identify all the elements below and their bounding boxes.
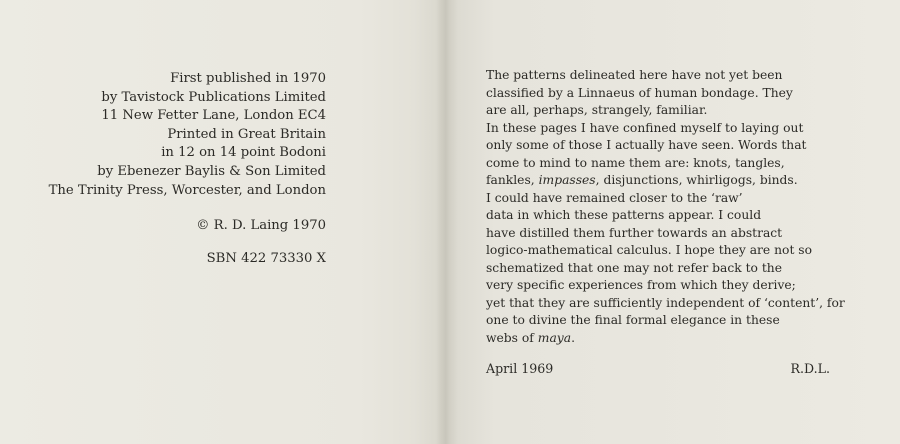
- preface-line: have distilled them further towards an abstract: [486, 225, 783, 240]
- imprint-line: Printed in Great Britain: [167, 126, 326, 142]
- preface-text: [486, 67, 886, 347]
- preface-line: only some of those I actually have seen. Words that: [486, 138, 807, 152]
- book-gutter-shadow: [436, 0, 458, 444]
- preface-line: come to mind to name them are: knots, tangles,: [486, 155, 785, 170]
- imprint-line: 11 New Fetter Lane, London EC4: [101, 108, 326, 124]
- preface-line: classified by a Linnaeus of human bondage. They: [486, 85, 793, 100]
- sbn-number: SBN 422 73330 X: [206, 251, 326, 266]
- preface-text-run: , disjunctions, whirligogs, binds.: [595, 173, 798, 187]
- imprint-line: The Trinity Press, Worcester, and London: [48, 182, 326, 198]
- preface-line: are all, perhaps, strangely, familiar.: [486, 103, 708, 117]
- preface-line: schematized that one may not refer back to the: [486, 260, 782, 275]
- preface-line: I could have remained closer to the ‘raw’: [486, 190, 743, 205]
- preface-line: logico-mathematical calculus. I hope they are not so: [486, 243, 813, 257]
- preface-line: In these pages I have confined myself to laying out: [486, 120, 804, 135]
- preface-line: one to divine the final formal elegance in these: [486, 313, 780, 327]
- preface-line: The patterns delineated here have not yet been: [486, 68, 783, 82]
- preface-text-run: .: [571, 330, 575, 345]
- copyright-notice: © R. D. Laing 1970: [196, 218, 326, 233]
- preface-line: [486, 172, 886, 190]
- imprint-line: by Ebenezer Baylis & Son Limited: [97, 163, 326, 179]
- imprint-line: First published in 1970: [170, 71, 326, 86]
- preface-text-run: fankles,: [486, 173, 535, 187]
- preface-line: [486, 330, 886, 348]
- preface-line: very specific experiences from which they derive;: [486, 278, 796, 292]
- preface-italic-word: maya: [537, 330, 572, 345]
- preface-line: yet that they are sufficiently independent of ‘content’, for: [486, 295, 845, 310]
- imprint-line: by Tavistock Publications Limited: [101, 89, 326, 105]
- preface-date: April 1969: [486, 361, 554, 376]
- author-initials: R.D.L.: [790, 361, 830, 376]
- imprint-block: [20, 70, 326, 200]
- preface-text-run: webs of: [486, 330, 534, 345]
- preface-italic-word: impasses: [538, 173, 596, 187]
- imprint-line: in 12 on 14 point Bodoni: [161, 145, 326, 161]
- preface-line: data in which these patterns appear. I could: [486, 208, 762, 222]
